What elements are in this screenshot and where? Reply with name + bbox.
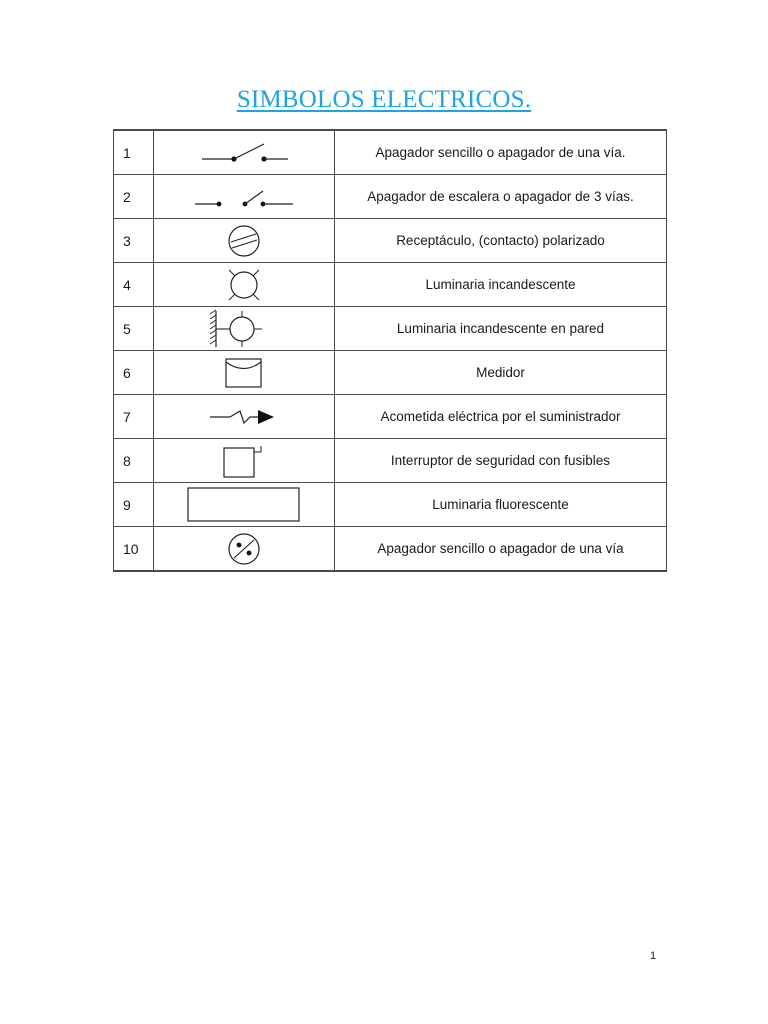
single-pole-switch-icon — [194, 138, 294, 168]
incandescent-light-icon — [219, 265, 269, 305]
row-description: Luminaria fluorescente — [335, 483, 667, 527]
row-number: 6 — [114, 351, 154, 395]
wall-light-icon — [204, 308, 284, 350]
service-entrance-icon — [204, 402, 284, 432]
row-description: Interruptor de seguridad con fusibles — [335, 439, 667, 483]
table-row — [114, 263, 667, 307]
row-description: Apagador sencillo o apagador de una vía. — [335, 130, 667, 175]
row-number: 8 — [114, 439, 154, 483]
table-row — [114, 219, 667, 263]
row-description: Luminaria incandescente — [335, 263, 667, 307]
row-description: Luminaria incandescente en pared — [335, 307, 667, 351]
table-row — [114, 307, 667, 351]
row-description: Apagador de escalera o apagador de 3 vías. — [335, 175, 667, 219]
row-number: 5 — [114, 307, 154, 351]
table-row — [114, 130, 667, 175]
table-row — [114, 439, 667, 483]
electrical-symbols-table — [113, 129, 667, 572]
fluorescent-light-icon — [186, 486, 302, 524]
row-number: 1 — [114, 130, 154, 175]
page-title: SIMBOLOS ELECTRICOS. — [236, 86, 532, 113]
table-row — [114, 483, 667, 527]
row-number: 10 — [114, 527, 154, 572]
row-description: Acometida eléctrica por el suministrador — [335, 395, 667, 439]
three-way-switch-icon — [189, 182, 299, 212]
row-number: 4 — [114, 263, 154, 307]
row-description: Apagador sencillo o apagador de una vía — [335, 527, 667, 572]
single-switch-circle-icon — [224, 531, 264, 567]
row-number: 3 — [114, 219, 154, 263]
page-number: 1 — [650, 950, 657, 962]
table-row — [114, 175, 667, 219]
row-number: 7 — [114, 395, 154, 439]
row-description: Medidor — [335, 351, 667, 395]
table-row — [114, 395, 667, 439]
fused-safety-switch-icon — [220, 441, 268, 481]
table-row — [114, 527, 667, 572]
row-number: 9 — [114, 483, 154, 527]
polarized-receptacle-icon — [224, 223, 264, 259]
row-number: 2 — [114, 175, 154, 219]
row-description: Receptáculo, (contacto) polarizado — [335, 219, 667, 263]
meter-icon — [222, 355, 266, 391]
table-row — [114, 351, 667, 395]
